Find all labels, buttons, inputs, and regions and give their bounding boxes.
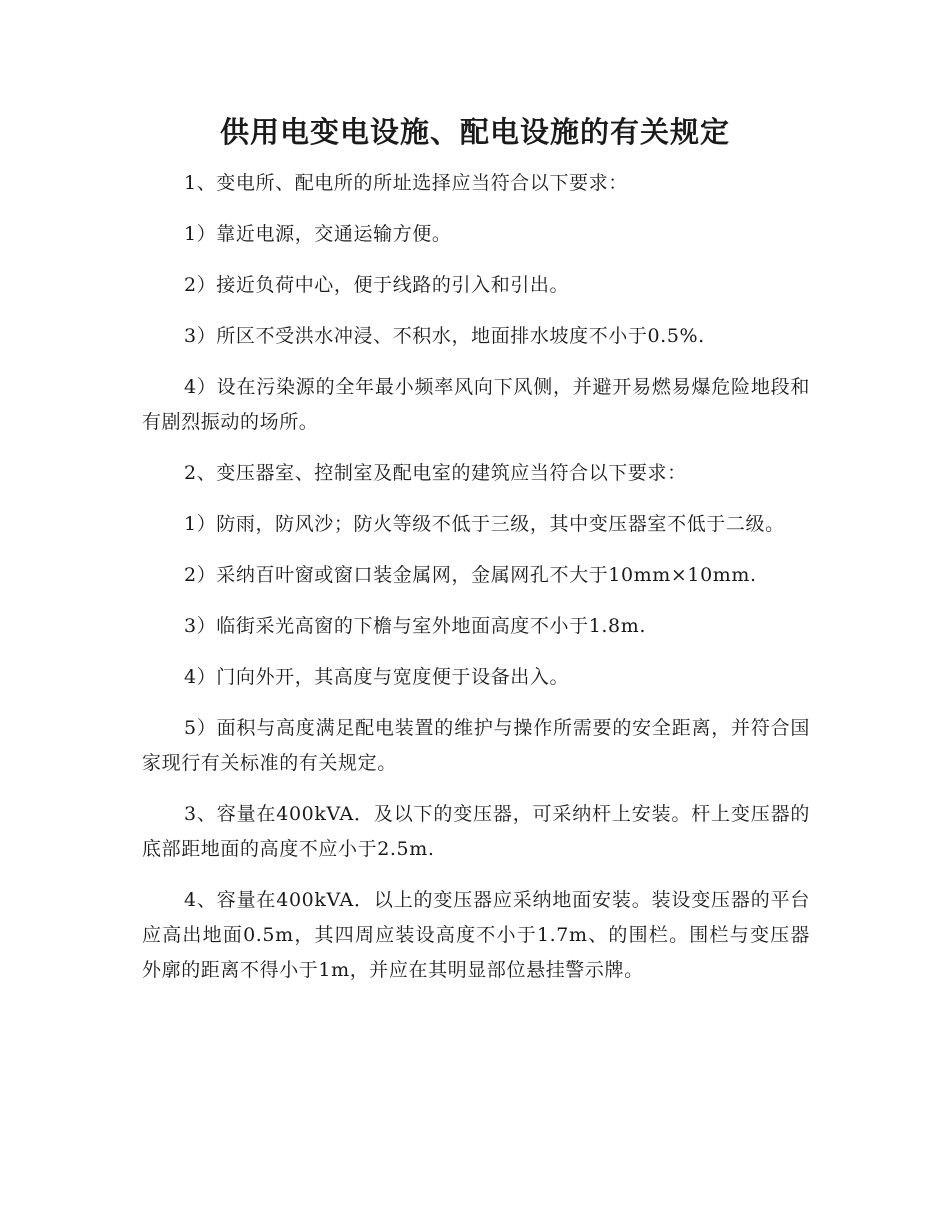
document-body: [142, 166, 810, 1004]
document-title: 供用电变电设施、配电设施的有关规定: [219, 115, 730, 149]
paragraph: 1）防雨，防风沙；防火等级不低于三级，其中变压器室不低于二级。: [184, 513, 785, 535]
paragraph: 4）设在污染源的全年最小频率风向下风侧，并避开易燃易爆危险地段和有剧烈振动的场所。: [142, 376, 810, 433]
paragraph: 2）接近负荷中心，便于线路的引入和引出。: [184, 274, 570, 296]
paragraph: 3）所区不受洪水冲浸、不积水，地面排水坡度不小于0.5%.: [184, 325, 705, 347]
paragraph: 1、变电所、配电所的所址选择应当符合以下要求：: [184, 172, 628, 194]
paragraph: 1）靠近电源，交通运输方便。: [184, 223, 452, 245]
paragraph: 2）采纳百叶窗或窗口装金属网，金属网孔不大于10mm×10mm.: [184, 564, 757, 586]
paragraph: 4）门向外开，其高度与宽度便于设备出入。: [184, 666, 570, 688]
paragraph: 3、容量在400kVA．及以下的变压器，可采纳杆上安装。杆上变压器的底部距地面的高度不应小于2.5m.: [142, 803, 810, 860]
paragraph: 3）临街采光高窗的下檐与室外地面高度不小于1.8m.: [184, 615, 646, 637]
paragraph: 5）面积与高度满足配电装置的维护与操作所需要的安全距离，并符合国家现行有关标准的有关规定。: [142, 717, 810, 774]
paragraph: 4、容量在400kVA．以上的变压器应采纳地面安装。装设变压器的平台应高出地面0.5m，其四周应装设高度不小于1.7m、的围栏。围栏与变压器外廓的距离不得小于1m，并应在其明显部位悬挂警示牌。: [142, 889, 810, 981]
paragraph: 2、变压器室、控制室及配电室的建筑应当符合以下要求：: [184, 462, 687, 484]
